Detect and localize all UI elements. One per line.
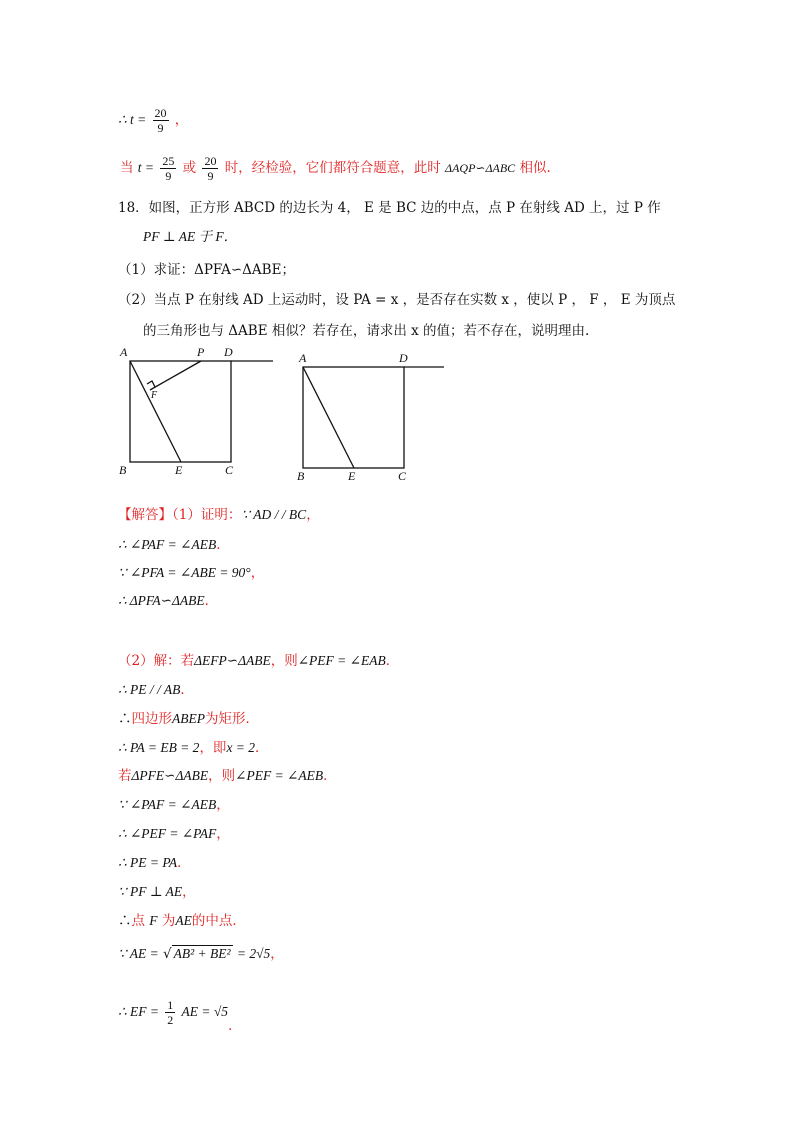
- label-b-1: B: [119, 463, 127, 477]
- solution-part-2-line-1: （2）解：若ΔEFP∽ΔABE，则∠PEF = ∠EAB．: [118, 653, 400, 669]
- solution-part-2-line-4: ∴ PA = EB = 2，即x = 2．: [118, 740, 269, 756]
- label-a-2: A: [299, 351, 307, 365]
- sqrt-expression: √ AB² + BE²: [163, 946, 231, 962]
- fraction: $\frac{25}{9}$: [162, 154, 175, 183]
- segment-ae-2: [303, 367, 354, 468]
- solution-part-2-line-10: ∴点 F 为AE的中点．: [118, 913, 246, 929]
- figure-2-labels: [297, 351, 408, 482]
- label-a-1: A: [120, 345, 128, 359]
- solution-line-4: ∴ ΔPFA∽ΔABE．: [118, 593, 219, 609]
- question-line-1: 18．如图，正方形 ABCD 的边长为 4， E 是 BC 边的中点，点 P 在射线 AD 上，过 P 作: [118, 200, 661, 216]
- figure-1-labels: [119, 345, 234, 477]
- solution-part-2-line-11: ∵ AE = √ AB² + BE² = 2√5，: [118, 946, 284, 962]
- solution-line-2: ∴ ∠PAF = ∠AEB．: [118, 537, 230, 553]
- fraction: $\frac{20}{9}$: [204, 154, 217, 183]
- label-d-2: D: [399, 351, 408, 365]
- label-f-1: F: [151, 390, 158, 401]
- question-part-2-line-2: 的三角形也与 ΔABE 相似？若存在，请求出 x 的值；若不存在，说明理由.: [143, 323, 590, 339]
- solution-line-1: 【解答】（1）证明：∵ AD / / BC，: [118, 507, 320, 523]
- solution-part-2-line-8: ∴ PE = PA．: [118, 855, 191, 871]
- segment-pf-1: [150, 361, 201, 390]
- square-abcd-1: [130, 361, 231, 462]
- question-line-2: PF ⊥ AE 于 F．: [143, 229, 238, 244]
- solution-part-2-line-7: ∴ ∠PEF = ∠PAF，: [118, 826, 230, 842]
- right-angle-mark: [147, 381, 155, 387]
- question-part-2-line-1: （2）当点 P 在射线 AD 上运动时，设 PA = x ，是否存在实数 x ，使以 P ， F ， E 为顶点: [118, 292, 676, 308]
- conclusion-line: 当 t = $\frac{25}{9}$ 或 $\frac{20}{9}$ 时，经检验，它们都符合题意，此时 ΔAQP∽ΔABC 相似.: [120, 154, 551, 183]
- label-e-2: E: [348, 469, 356, 482]
- label-d-1: D: [224, 345, 233, 359]
- label-c-2: C: [398, 469, 407, 482]
- geometry-figures: [0, 342, 800, 482]
- label-e-1: E: [175, 463, 183, 477]
- fraction: $\frac{20}{9}$: [154, 106, 167, 135]
- solution-part-2-line-6: ∵ ∠PAF = ∠AEB，: [118, 797, 230, 813]
- figure-1: [130, 361, 273, 462]
- solution-part-2-line-5: 若ΔPFE∽ΔABE，则∠PEF = ∠AEB．: [118, 768, 337, 784]
- square-abcd-2: [303, 367, 404, 468]
- question-part-1: （1）求证：ΔPFA∽ΔABE；: [118, 262, 295, 278]
- solution-part-2-line-2: ∴ PE / / AB．: [118, 682, 194, 698]
- fraction: $\frac{1}{2}$: [167, 998, 174, 1027]
- solution-line-3: ∵ ∠PFA = ∠ABE = 90°，: [118, 565, 265, 581]
- t-result-line: ∴ t = $\frac{20}{9}$ ，: [118, 106, 189, 135]
- figure-2: [303, 367, 444, 468]
- solution-part-2-line-9: ∵ PF ⊥ AE，: [118, 884, 196, 900]
- label-p-1: P: [197, 345, 205, 359]
- label-c-1: C: [225, 463, 234, 477]
- solution-part-2-line-3: ∴四边形ABEP为矩形．: [118, 711, 259, 727]
- solution-part-2-line-12: ∴ EF = $\frac{1}{2}$ AE = √5．: [118, 998, 242, 1034]
- label-b-2: B: [297, 469, 305, 482]
